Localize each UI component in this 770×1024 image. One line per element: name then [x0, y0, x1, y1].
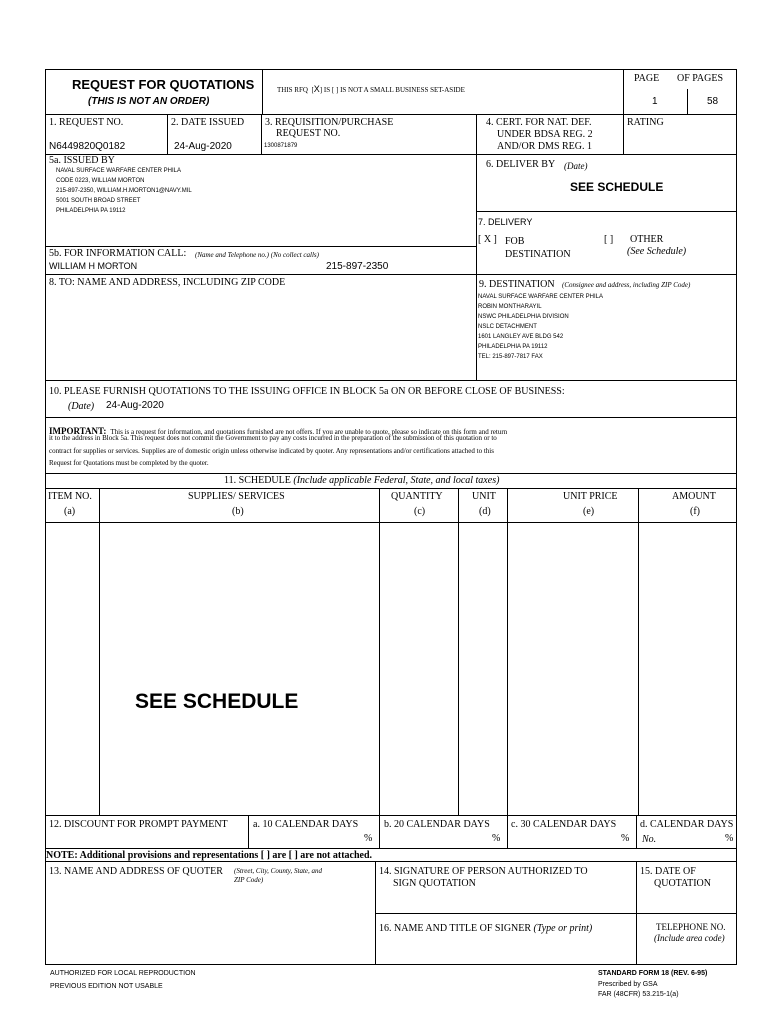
rfq-set-aside: THIS RFQ [X] IS [ ] IS NOT A SMALL BUSINESS SET-ASIDE — [277, 84, 465, 94]
important-label: IMPORTANT: — [49, 426, 107, 436]
destination-line: NSWC PHILADELPHIA DIVISION — [478, 314, 569, 320]
divider — [261, 114, 262, 154]
divider — [375, 861, 376, 965]
discount-b-pct: % — [492, 833, 501, 844]
divider — [476, 114, 477, 380]
divider — [45, 114, 737, 115]
rfq-suffix: IS NOT A SMALL BUSINESS SET-ASIDE — [340, 86, 465, 94]
divider — [45, 380, 737, 381]
discount-c-label: c. 30 CALENDAR DAYS — [511, 819, 617, 830]
col-unit: UNIT — [472, 491, 496, 502]
destination-hint: (Consignee and address, including ZIP Code) — [562, 281, 691, 289]
quoter-hint-2: ZIP Code) — [234, 876, 264, 884]
fob-label: FOB — [505, 236, 525, 247]
requisition-label-2: REQUEST NO. — [276, 128, 341, 139]
to-label: 8. TO: NAME AND ADDRESS, INCLUDING ZIP CODE — [49, 277, 286, 288]
info-call-name: WILLIAM H MORTON — [49, 261, 138, 271]
divider — [507, 815, 508, 848]
schedule-hint: (Include applicable Federal, State, and local taxes) — [293, 475, 500, 486]
signer-label-text: 16. NAME AND TITLE OF SIGNER — [379, 923, 532, 934]
divider — [687, 89, 688, 114]
discount-b-label: b. 20 CALENDAR DAYS — [384, 819, 490, 830]
col-item-no: ITEM NO. — [48, 491, 92, 502]
divider — [45, 488, 737, 489]
furnish-date: 24-Aug-2020 — [106, 400, 164, 411]
discount-d-pct: % — [725, 833, 734, 844]
issued-by-line: NAVAL SURFACE WARFARE CENTER PHILA — [56, 168, 182, 174]
form-border — [45, 69, 737, 965]
provisions-note: NOTE: Additional provisions and representations [ ] are [ ] are not attached. — [46, 850, 373, 861]
divider — [507, 488, 508, 815]
rfq-x-mark[interactable]: X — [313, 84, 320, 94]
page-number: 1 — [652, 96, 658, 107]
furnish-date-hint: (Date) — [68, 401, 95, 412]
issued-by-line: PHILADELPHIA PA 19112 — [56, 208, 126, 214]
rfq-is: IS — [323, 86, 331, 94]
divider — [45, 417, 737, 418]
other-checkbox[interactable]: [ ] — [604, 234, 614, 245]
divider — [45, 522, 737, 523]
request-no-value: N6449820Q0182 — [49, 141, 126, 152]
date-issued-value: 24-Aug-2020 — [174, 141, 232, 152]
destination-label: 9. DESTINATION — [479, 279, 555, 290]
signer-label — [379, 923, 592, 934]
destination-line: TEL: 215-897-7817 FAX — [478, 354, 543, 360]
other-label: OTHER — [630, 234, 664, 245]
discount-d-label: d. CALENDAR DAYS — [640, 819, 734, 830]
quoter-hint: (Street, City, County, State, and — [234, 867, 323, 875]
discount-c-pct: % — [621, 833, 630, 844]
info-call-hint: (Name and Telephone no.) (No collect calls) — [195, 251, 319, 259]
divider — [379, 488, 380, 815]
col-unit-sub: (d) — [479, 506, 491, 517]
furnish-label: 10. PLEASE FURNISH QUOTATIONS TO THE ISSUING OFFICE IN BLOCK 5a ON OR BEFORE CLOSE OF BUSINESS: — [49, 386, 565, 397]
destination-line: NSLC DETACHMENT — [478, 324, 537, 330]
page-label: PAGE — [634, 73, 660, 84]
cert-label-2: UNDER BDSA REG. 2 — [497, 129, 593, 140]
request-no-label: 1. REQUEST NO. — [49, 117, 124, 128]
destination-line: PHILADELPHIA PA 19112 — [478, 344, 548, 350]
info-call-label: 5b. FOR INFORMATION CALL: — [49, 248, 187, 259]
divider — [636, 815, 637, 848]
divider — [458, 488, 459, 815]
footer-prescribed: Prescribed by GSA — [598, 981, 658, 988]
date-issued-label: 2. DATE ISSUED — [171, 117, 245, 128]
divider — [379, 815, 380, 848]
divider — [375, 913, 737, 914]
cert-label-1: 4. CERT. FOR NAT. DEF. — [486, 117, 592, 128]
of-pages-label: OF PAGES — [677, 73, 724, 84]
rating-label: RATING — [627, 117, 664, 128]
divider — [167, 114, 168, 154]
info-call-phone: 215-897-2350 — [326, 261, 389, 272]
col-quantity: QUANTITY — [391, 491, 443, 502]
important-line: contract for supplies or services. Supplies are of domestic origin unless otherwise indicated by quoter. Any representations and/or certifications attached to this — [49, 447, 494, 455]
quoter-label: 13. NAME AND ADDRESS OF QUOTER — [49, 866, 223, 877]
col-amount: AMOUNT — [672, 491, 716, 502]
divider — [476, 211, 737, 212]
issued-by-line: 215-897-2350, WILLIAM.H.MORTON1@NAVY.MIL — [56, 188, 192, 194]
divider — [636, 861, 637, 965]
footer-standard-form: STANDARD FORM 18 (REV. 6-95) — [598, 970, 708, 977]
discount-a-label: a. 10 CALENDAR DAYS — [253, 819, 359, 830]
important-line: it to the address in Block 5a. This request does not commit the Government to pay any costs incurred in the preparation of the submission of this quotation or to — [49, 434, 497, 442]
form-title: REQUEST FOR QUOTATIONS — [72, 77, 255, 92]
date-of-quotation-label: 15. DATE OF — [640, 866, 696, 877]
divider — [45, 246, 476, 247]
other-hint: (See Schedule) — [627, 246, 687, 257]
deliver-by-label: 6. DELIVER BY — [486, 159, 556, 170]
schedule-body-text: SEE SCHEDULE — [135, 690, 299, 713]
destination-line: NAVAL SURFACE WARFARE CENTER PHILA — [478, 294, 604, 300]
col-unit-price-sub: (e) — [583, 506, 595, 517]
cert-label-3: AND/OR DMS REG. 1 — [497, 141, 593, 152]
fob-checkbox[interactable]: [ X ] — [478, 234, 497, 245]
discount-label: 12. DISCOUNT FOR PROMPT PAYMENT — [49, 819, 228, 830]
divider — [623, 69, 624, 154]
requisition-value: 1300871879 — [264, 143, 298, 149]
signature-label: 14. SIGNATURE OF PERSON AUTHORIZED TO — [379, 866, 588, 877]
issued-by-label: 5a. ISSUED BY — [49, 155, 115, 166]
schedule-label: 11. SCHEDULE — [224, 475, 291, 486]
col-quantity-sub: (c) — [414, 506, 426, 517]
destination-line: ROBIN MONTHARAYIL — [478, 304, 542, 310]
footer-far: FAR (48CFR) 53.215-1(a) — [598, 991, 679, 998]
form-subtitle: (THIS IS NOT AN ORDER) — [88, 96, 210, 107]
col-supplies: SUPPLIES/ SERVICES — [188, 491, 285, 502]
divider — [638, 488, 639, 815]
telephone-label: TELEPHONE NO. — [656, 922, 726, 932]
signature-label-2: SIGN QUOTATION — [393, 878, 476, 889]
signer-hint: (Type or print) — [533, 923, 593, 934]
divider — [45, 815, 737, 816]
divider — [45, 848, 737, 849]
important-line: This is a request for information, and quotations furnished are not offers. If you are unable to quote, please so indicate on this form and return — [110, 428, 508, 436]
divider — [99, 488, 100, 815]
divider — [262, 69, 263, 114]
discount-a-pct: % — [364, 833, 373, 844]
divider — [45, 861, 737, 862]
schedule-title — [224, 475, 499, 486]
delivery-label: 7. DELIVERY — [478, 217, 533, 227]
destination-line: 1601 LANGLEY AVE BLDG 542 — [478, 334, 564, 340]
issued-by-line: CODE 0223, WILLIAM MORTON — [56, 178, 145, 184]
page-count: 58 — [707, 96, 719, 107]
deliver-by-hint: (Date) — [564, 161, 588, 171]
important-line: Request for Quotations must be completed by the quoter. — [49, 459, 209, 467]
discount-d-no: No. — [642, 834, 657, 845]
fob-label-2: DESTINATION — [505, 249, 571, 260]
requisition-label: 3. REQUISITION/PURCHASE — [265, 117, 394, 128]
col-supplies-sub: (b) — [232, 506, 244, 517]
footer-previous-edition: PREVIOUS EDITION NOT USABLE — [50, 983, 163, 990]
divider — [45, 274, 737, 275]
deliver-by-value: SEE SCHEDULE — [570, 180, 664, 194]
telephone-hint: (Include area code) — [654, 933, 725, 943]
divider — [45, 473, 737, 474]
col-unit-price: UNIT PRICE — [563, 491, 618, 502]
rfq-prefix: THIS RFQ — [277, 86, 308, 94]
divider — [248, 815, 249, 848]
col-amount-sub: (f) — [690, 506, 700, 517]
divider — [45, 154, 737, 155]
col-item-no-sub: (a) — [64, 506, 76, 517]
issued-by-line: 5001 SOUTH BROAD STREET — [56, 198, 141, 204]
date-of-quotation-label-2: QUOTATION — [654, 878, 711, 889]
footer-authorized: AUTHORIZED FOR LOCAL REPRODUCTION — [50, 970, 196, 977]
